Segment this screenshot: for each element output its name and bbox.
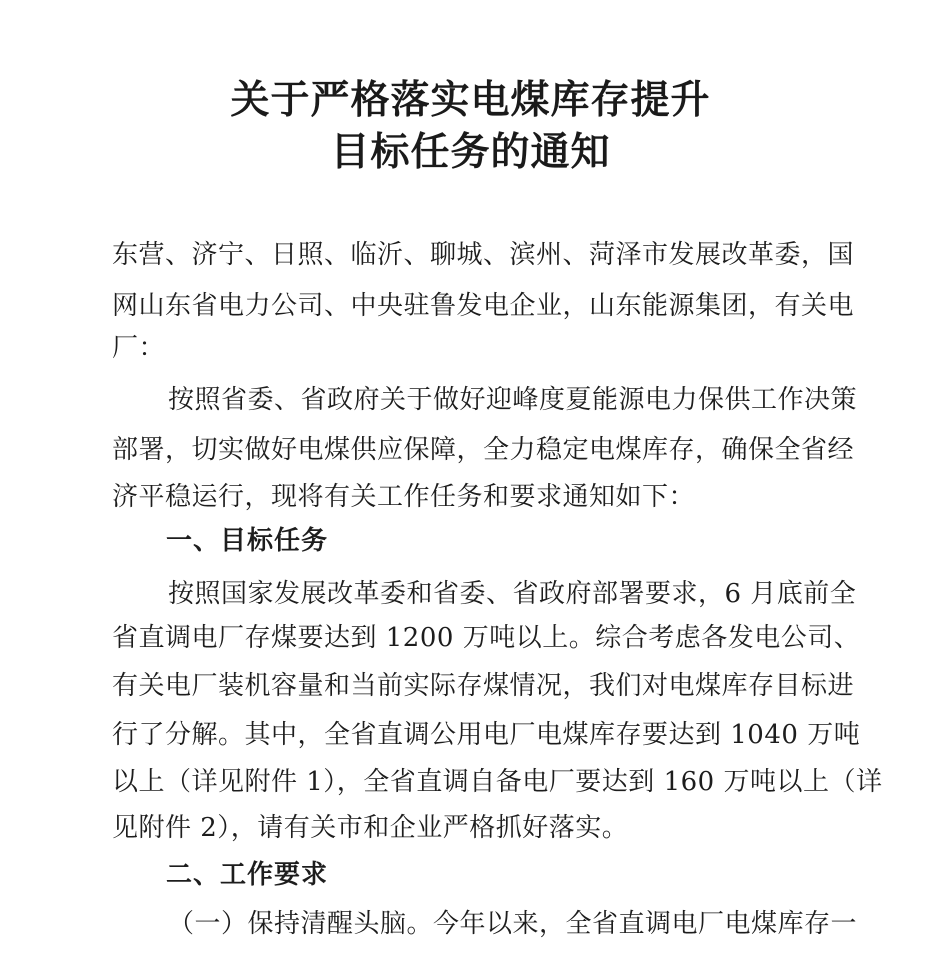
intro-line-3: 济平稳运行，现将有关工作任务和要求通知如下： xyxy=(112,482,696,512)
section-1-line-5: 以上（详见附件 1），全省直调自备电厂要达到 160 万吨以上（详 xyxy=(112,767,883,797)
document-title-line-1: 关于严格落实电煤库存提升 xyxy=(230,78,711,123)
addressee-line-3: 厂： xyxy=(112,333,166,363)
addressee-line-2: 网山东省电力公司、中央驻鲁发电企业，山东能源集团，有关电 xyxy=(112,291,855,321)
section-1-line-6: 见附件 2），请有关市和企业严格抓好落实。 xyxy=(112,813,629,843)
section-1-heading: 一、目标任务 xyxy=(166,526,329,556)
intro-line-2: 部署，切实做好电煤供应保障，全力稳定电煤库存，确保全省经 xyxy=(112,435,855,465)
section-1-line-4: 行了分解。其中，全省直调公用电厂电煤库存要达到 1040 万吨 xyxy=(112,720,861,750)
intro-line-1: 按照省委、省政府关于做好迎峰度夏能源电力保供工作决策 xyxy=(168,385,858,415)
section-1-line-1: 按照国家发展改革委和省委、省政府部署要求，6 月底前全 xyxy=(168,579,857,609)
section-1-line-3: 有关电厂装机容量和当前实际存煤情况，我们对电煤库存目标进 xyxy=(112,671,855,701)
section-2-heading: 二、工作要求 xyxy=(166,860,329,890)
section-1-line-2: 省直调电厂存煤要达到 1200 万吨以上。综合考虑各发电公司、 xyxy=(112,623,861,653)
section-2-line-1: （一）保持清醒头脑。今年以来，全省直调电厂电煤库存一 xyxy=(168,909,858,939)
document-title-line-2: 目标任务的通知 xyxy=(330,130,611,175)
addressee-line-1: 东营、济宁、日照、临沂、聊城、滨州、菏泽市发展改革委，国 xyxy=(112,240,855,270)
